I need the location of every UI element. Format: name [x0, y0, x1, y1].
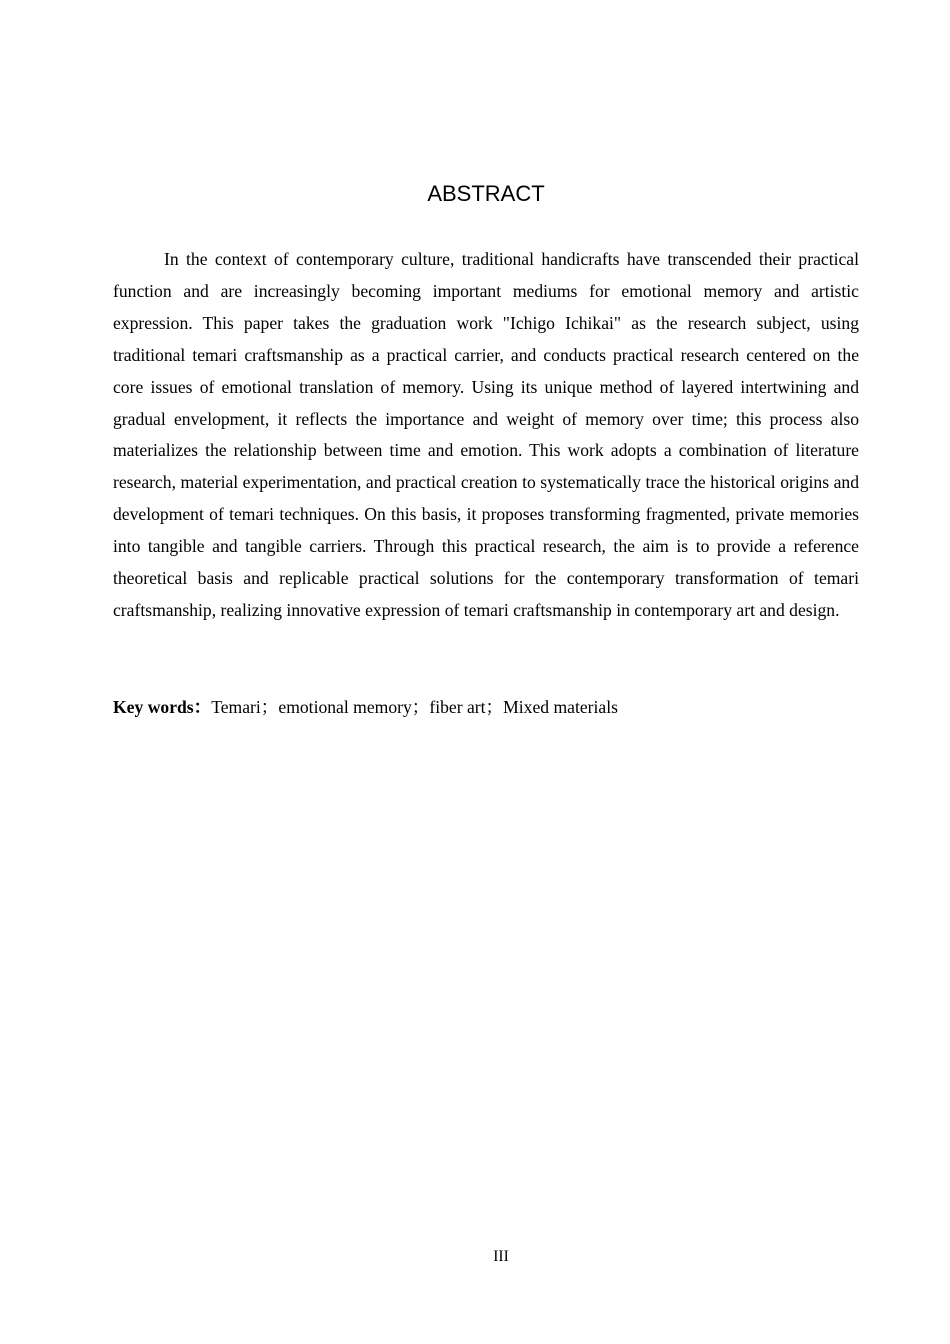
keywords-line — [113, 692, 859, 722]
keywords-label: Key words： — [113, 697, 212, 717]
abstract-paragraph: In the context of contemporary culture, traditional handicrafts have transcended their practical function and are increasingly becoming important mediums for emotional memory and artistic expression. This paper takes the graduation work "Ichigo Ichikai" as the research subject, using traditional temari craftsmanship as a practical carrier, and conducts practical research centered on the core issues of emotional translation of memory. Using its unique method of layered intertwining and gradual envelopment, it reflects the importance and weight of memory over time; this process also materializes the relationship between time and emotion. This work adopts a combination of literature research, material experimentation, and practical creation to systematically trace the historical origins and development of temari techniques. On this basis, it proposes transforming fragmented, private memories into tangible and tangible carriers. Through this practical research, the aim is to provide a reference theoretical basis and replicable practical solutions for the contemporary transformation of temari craftsmanship, realizing innovative expression of temari craftsmanship in contemporary art and design. — [113, 249, 859, 620]
page-number: III — [493, 1248, 509, 1265]
keywords-list: Temari；emotional memory；fiber art；Mixed materials — [211, 697, 618, 717]
abstract-title: ABSTRACT — [427, 181, 545, 206]
